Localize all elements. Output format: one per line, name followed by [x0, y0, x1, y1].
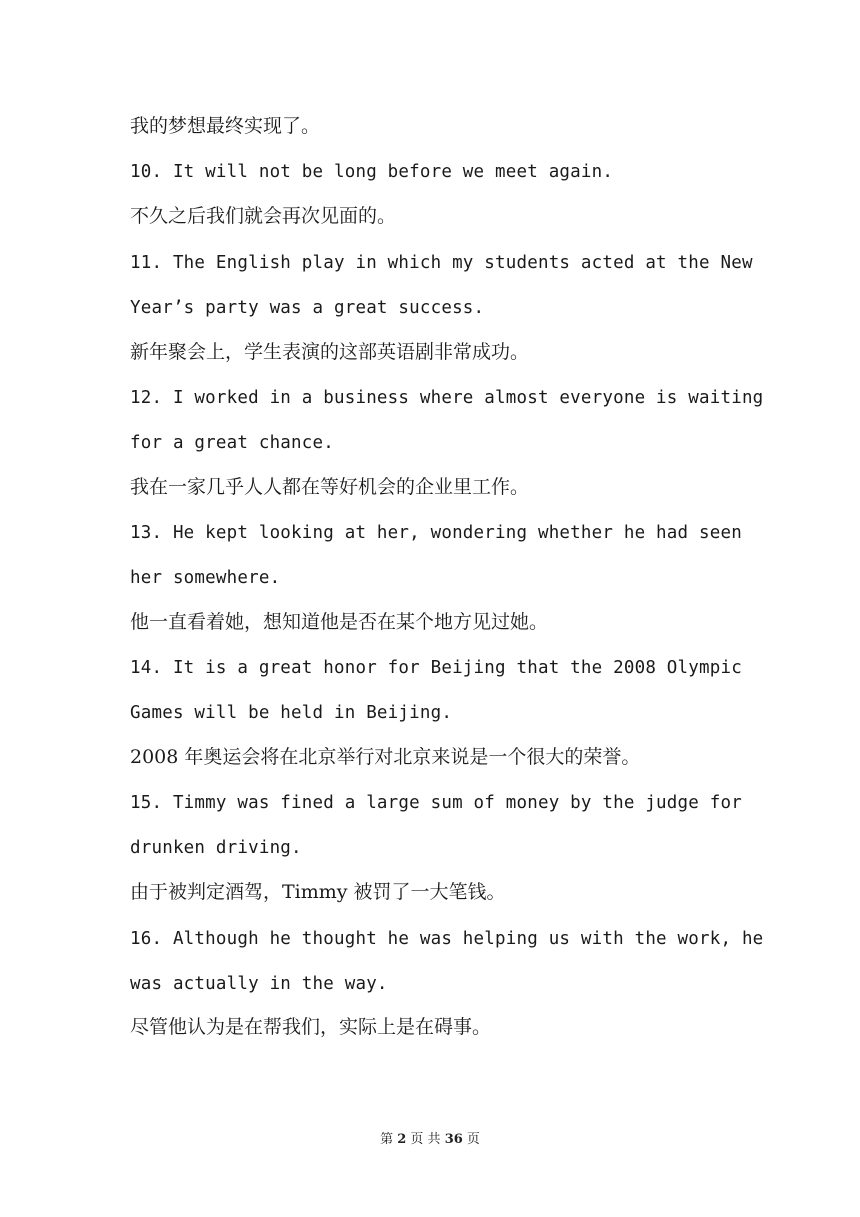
text-line: 14. It is a great honor for Beijing that the 2008 Olympic: [130, 658, 742, 678]
text-line: Year’s party was a great success.: [130, 298, 485, 318]
text-line: was actually in the way.: [130, 974, 388, 994]
text-line: 11. The English play in which my students acted at the New: [130, 253, 753, 273]
text-line: 10. It will not be long before we meet again.: [130, 162, 614, 182]
text-line: for a great chance.: [130, 433, 334, 453]
footer-suffix: 页: [466, 1132, 480, 1147]
text-line: 由于被判定酒驾，Timmy 被罚了一大笔钱。: [130, 881, 506, 903]
text-line: 我在一家几乎人人都在等好机会的企业里工作。: [130, 476, 530, 498]
text-line: her somewhere.: [130, 568, 281, 588]
text-line: 16. Although he thought he was helping us with the work, he: [130, 929, 764, 949]
current-page-number: 2: [397, 1132, 407, 1147]
text-line: 12. I worked in a business where almost everyone is waiting: [130, 388, 764, 408]
text-line: 15. Timmy was fined a large sum of money by the judge for: [130, 793, 742, 813]
text-line: Games will be held in Beijing.: [130, 703, 453, 723]
text-line: 新年聚会上，学生表演的这部英语剧非常成功。: [130, 341, 530, 363]
text-line: 不久之后我们就会再次见面的。: [130, 205, 397, 227]
footer-middle: 页 共: [410, 1132, 441, 1147]
total-page-count: 36: [444, 1132, 463, 1147]
text-line: 13. He kept looking at her, wondering whether he had seen: [130, 523, 742, 543]
page-footer: [0, 1128, 860, 1147]
text-line: 2008 年奥运会将在北京举行对北京来说是一个很大的荣誉。: [130, 746, 641, 768]
text-line: 尽管他认为是在帮我们，实际上是在碍事。: [130, 1016, 492, 1038]
footer-prefix: 第: [380, 1132, 394, 1147]
text-line: drunken driving.: [130, 838, 302, 858]
text-line: 我的梦想最终实现了。: [130, 115, 321, 137]
text-line: 他一直看着她，想知道他是否在某个地方见过她。: [130, 611, 549, 633]
